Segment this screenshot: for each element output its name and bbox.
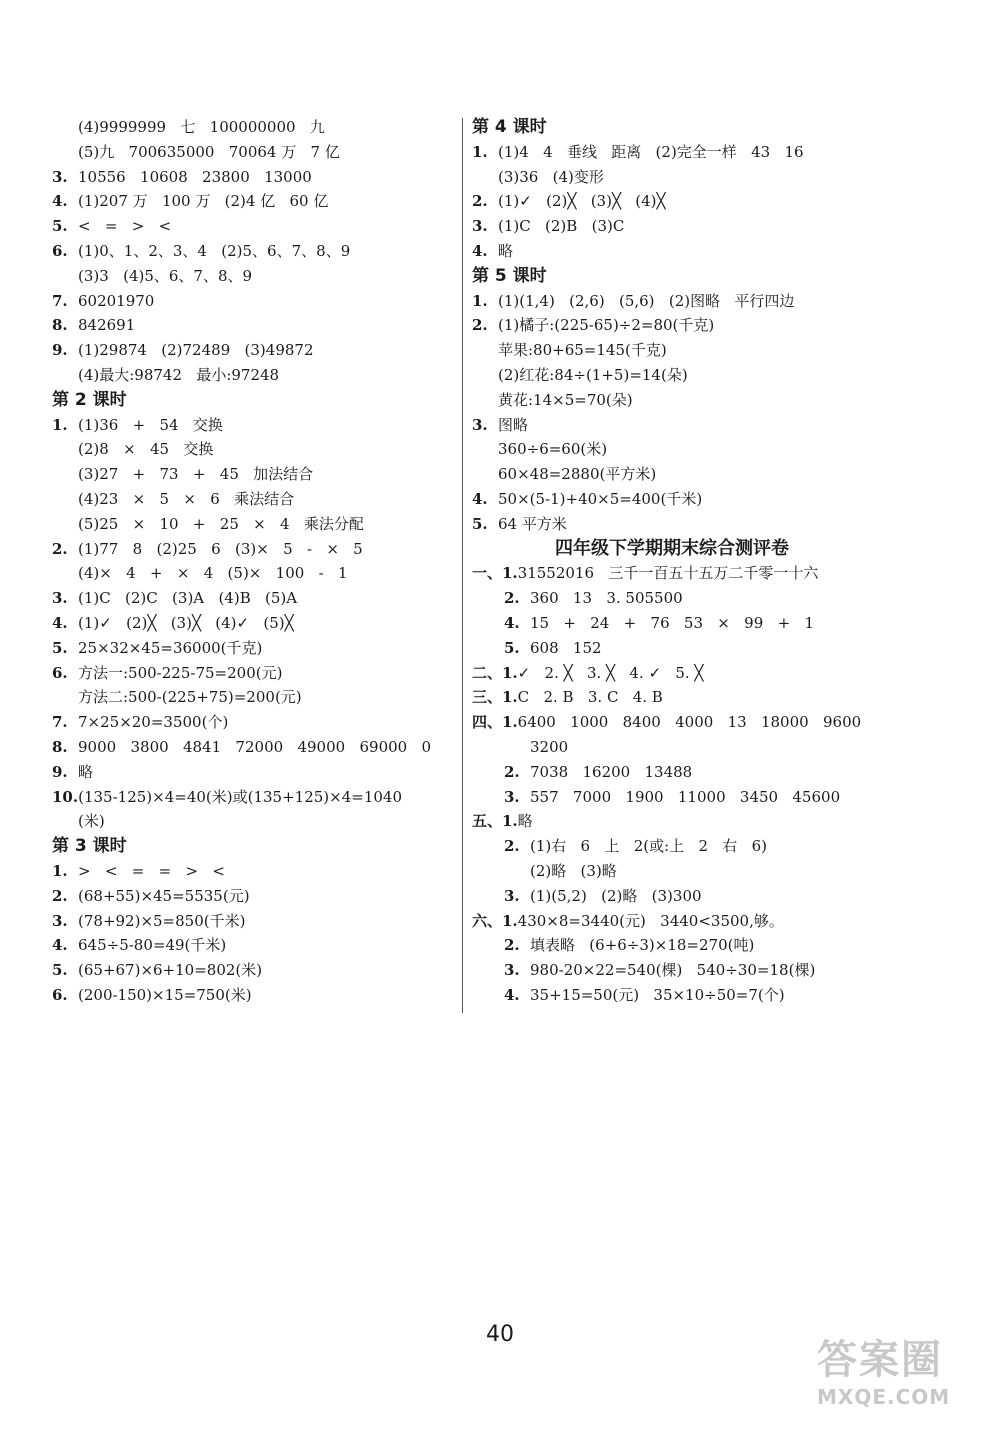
answer-line: [472, 933, 892, 958]
question-number: 9.: [52, 762, 68, 781]
answer-line: [472, 785, 892, 810]
answer-text: 557 7000 1900 11000 3450 45600: [530, 787, 841, 806]
question-number: 1.: [52, 861, 68, 880]
answer-line: [472, 809, 892, 834]
question-number: 3.: [472, 415, 488, 434]
answer-line: [52, 363, 452, 388]
answer-text: (1)(1,4) (2,6) (5,6) (2)图略 平行四边: [498, 291, 795, 310]
answer-line: [472, 289, 892, 314]
answer-line: [472, 884, 892, 909]
question-number: 5.: [52, 638, 68, 657]
question-number: 2.: [472, 316, 488, 335]
answer-text: (4)23 × 5 × 6 乘法结合: [78, 489, 295, 508]
answer-line: [52, 785, 452, 810]
answer-text: 645÷5-80=49(千米): [78, 936, 227, 955]
answer-text: (135-125)×4=40(米)或(135+125)×4=1040: [78, 787, 403, 806]
column-divider: [462, 118, 463, 1013]
question-number: 2.: [52, 886, 68, 905]
answer-text: 360÷6=60(米): [498, 440, 608, 459]
question-number: 4.: [504, 985, 520, 1004]
section-heading: 第 4 课时: [472, 117, 547, 137]
answer-line: [52, 909, 452, 934]
answer-text: (3)27 + 73 + 45 加法结合: [78, 465, 314, 484]
question-number: 五、1.: [472, 812, 518, 831]
answer-line: [472, 512, 892, 537]
page-number: 40: [486, 1322, 514, 1347]
answer-line: [472, 834, 892, 859]
answer-text: 黄花:14×5=70(朵): [498, 390, 633, 409]
answer-text: (1)(5,2) (2)略 (3)300: [530, 886, 702, 905]
answer-text: (1)右 6 上 2(或:上 2 右 6): [530, 837, 768, 856]
section-heading: 第 3 课时: [52, 836, 127, 857]
answer-text: (4)9999999 七 100000000 九: [78, 118, 325, 136]
question-number: 5.: [52, 217, 68, 236]
answer-line: [52, 983, 452, 1008]
question-number: 3.: [52, 589, 68, 608]
answer-text: (1)77 8 (2)25 6 (3)× 5 - × 5: [78, 539, 363, 558]
question-number: 2.: [504, 589, 520, 608]
answer-line: [52, 338, 452, 363]
answer-line: [472, 661, 892, 686]
answer-line: [472, 735, 892, 760]
watermark-logo: [817, 1328, 982, 1423]
question-number: 7.: [52, 291, 68, 310]
answer-line: [52, 884, 452, 909]
answer-line: [472, 760, 892, 785]
answer-text: 苹果:80+65=145(千克): [498, 341, 667, 360]
answer-text: 7×25×20=3500(个): [78, 713, 229, 732]
left-column: [52, 115, 452, 1008]
answer-text: (65+67)×6+10=802(米): [78, 961, 263, 980]
question-number: 4.: [52, 192, 68, 211]
question-number: 7.: [52, 713, 68, 732]
answer-line: [472, 214, 892, 239]
answer-text: 608 152: [530, 638, 602, 657]
answer-text: 15 + 24 + 76 53 × 99 + 1: [530, 613, 814, 632]
answer-line: [472, 437, 892, 462]
section-heading: 第 2 课时: [52, 389, 127, 410]
answer-line: [472, 958, 892, 983]
question-number: 5.: [472, 514, 488, 533]
answer-line: [52, 661, 452, 686]
question-number: 2.: [52, 539, 68, 558]
answer-text: 9000 3800 4841 72000 49000 69000 0: [78, 737, 432, 756]
answer-line: [52, 487, 452, 512]
answer-line: [472, 313, 892, 338]
answer-line: [472, 338, 892, 363]
answer-line: [472, 462, 892, 487]
answer-line: [52, 437, 452, 462]
question-number: 8.: [52, 316, 68, 335]
answer-line: [472, 413, 892, 438]
answer-text: 3200: [530, 737, 569, 756]
answer-line: [52, 933, 452, 958]
answer-text: 980-20×22=540(棵) 540÷30=18(棵): [530, 961, 816, 980]
answer-line: [472, 388, 892, 413]
answer-text: 842691: [78, 316, 136, 335]
question-number: 1.: [52, 415, 68, 434]
answer-text: ✓ 2. ╳ 3. ╳ 4. ✓ 5. ╳: [517, 663, 704, 682]
question-number: 2.: [504, 837, 520, 856]
question-number: 6.: [52, 241, 68, 260]
section-heading: 第 5 课时: [472, 265, 547, 286]
question-number: 3.: [504, 886, 520, 905]
question-number: 1.: [472, 291, 488, 310]
answer-line: [472, 859, 892, 884]
question-number: 4.: [52, 613, 68, 632]
answer-text: (1)0、1、2、3、4 (2)5、6、7、8、9: [78, 241, 351, 260]
question-number: 5.: [52, 961, 68, 980]
answer-line: [52, 809, 452, 834]
question-number: 二、1.: [472, 663, 518, 682]
answer-line: [52, 958, 452, 983]
question-number: 4.: [52, 936, 68, 955]
answer-line: [472, 189, 892, 214]
answer-line: [52, 115, 452, 140]
answer-line: [472, 685, 892, 710]
answer-text: 略: [498, 241, 514, 260]
answer-text: (2)红花:84÷(1+5)=14(朵): [498, 365, 688, 384]
answer-text: 25×32×45=36000(千克): [78, 638, 263, 657]
question-number: 六、1.: [472, 911, 518, 930]
question-number: 1.: [472, 142, 488, 161]
answer-text: (1)207 万 100 万 (2)4 亿 60 亿: [78, 192, 329, 211]
question-number: 3.: [504, 787, 520, 806]
answer-text: (1)36 + 54 交换: [78, 415, 223, 434]
answer-line: [472, 909, 892, 934]
answer-text: 7038 16200 13488: [530, 762, 693, 781]
question-number: 6.: [52, 663, 68, 682]
answer-line: [52, 512, 452, 537]
answer-text: (米): [78, 812, 105, 831]
answer-text: 图略: [498, 415, 529, 434]
watermark-text: 答案圈: [817, 1337, 943, 1383]
question-number: 一、1.: [472, 564, 518, 583]
answer-text: (4)× 4 + × 4 (5)× 100 - 1: [78, 564, 348, 583]
answer-line: [52, 413, 452, 438]
answer-text: (4)最大:98742 最小:97248: [78, 365, 280, 384]
answer-line: [52, 239, 452, 264]
answer-line: [52, 859, 452, 884]
answer-text: (2)8 × 45 交换: [78, 440, 214, 459]
question-number: 9.: [52, 341, 68, 360]
answer-line: [52, 685, 452, 710]
answer-text: 略: [78, 762, 94, 781]
answer-line: [472, 239, 892, 264]
answer-text: 略: [517, 812, 533, 831]
answer-line: [52, 760, 452, 785]
answer-text: 6400 1000 8400 4000 13 18000 9600: [517, 713, 862, 732]
question-number: 2.: [504, 936, 520, 955]
question-number: 4.: [472, 489, 488, 508]
answer-text: (3)36 (4)变形: [498, 167, 604, 186]
question-number: 2.: [504, 762, 520, 781]
right-column: [472, 115, 892, 1008]
answer-line: [52, 735, 452, 760]
watermark-url: MXQE.COM: [817, 1385, 951, 1409]
question-number: 4.: [472, 241, 488, 260]
answer-text: (1)C (2)C (3)A (4)B (5)A: [78, 589, 298, 608]
section-heading: 四年级下学期期末综合测评卷: [555, 537, 789, 559]
question-number: 三、1.: [472, 688, 518, 707]
answer-line: [52, 710, 452, 735]
answer-line: [472, 710, 892, 735]
answer-text: 60×48=2880(平方米): [498, 465, 657, 484]
answer-line: [472, 487, 892, 512]
answer-line: [52, 586, 452, 611]
answer-line: [52, 289, 452, 314]
answer-line: [472, 140, 892, 165]
question-number: 3.: [472, 217, 488, 236]
answer-line: [52, 189, 452, 214]
answer-text: 360 13 3. 505500: [530, 589, 683, 608]
answer-text: (200-150)×15=750(米): [78, 985, 252, 1004]
answer-text: (1)橘子:(225-65)÷2=80(千克): [498, 316, 715, 335]
question-number: 四、1.: [472, 713, 518, 732]
question-number: 3.: [504, 961, 520, 980]
question-number: 4.: [504, 613, 520, 632]
answer-text: (1)✓ (2)╳ (3)╳ (4)✓ (5)╳: [78, 613, 294, 632]
question-number: 10.: [52, 787, 79, 806]
answer-line: [52, 636, 452, 661]
answer-text: 60201970: [78, 291, 155, 310]
answer-text: < = > <: [78, 217, 172, 236]
answer-line: [52, 264, 452, 289]
question-number: 5.: [504, 638, 520, 657]
answer-text: (2)略 (3)略: [530, 861, 617, 880]
answer-text: (1)✓ (2)╳ (3)╳ (4)╳: [498, 192, 666, 211]
answer-text: (78+92)×5=850(千米): [78, 911, 246, 930]
answer-text: (3)3 (4)5、6、7、8、9: [78, 266, 253, 285]
answer-line: [472, 636, 892, 661]
answer-text: (1)29874 (2)72489 (3)49872: [78, 341, 314, 360]
question-number: 3.: [52, 911, 68, 930]
answer-line: [52, 462, 452, 487]
answer-text: 方法二:500-(225+75)=200(元): [78, 688, 302, 707]
answer-text: (1)4 4 垂线 距离 (2)完全一样 43 16: [498, 142, 804, 161]
answer-line: [472, 363, 892, 388]
answer-line: [472, 165, 892, 190]
answer-text: 填表略 (6+6÷3)×18=270(吨): [530, 936, 755, 955]
question-number: 3.: [52, 167, 68, 186]
answer-text: 50×(5-1)+40×5=400(千米): [498, 489, 703, 508]
answer-line: [52, 537, 452, 562]
answer-text: 35+15=50(元) 35×10÷50=7(个): [530, 985, 785, 1004]
answer-text: (68+55)×45=5535(元): [78, 886, 250, 905]
answer-line: [472, 983, 892, 1008]
question-number: 6.: [52, 985, 68, 1004]
answer-text: C 2. B 3. C 4. B: [517, 688, 663, 707]
answer-line: [52, 313, 452, 338]
answer-line: [52, 165, 452, 190]
answer-line: [52, 140, 452, 165]
answer-text: (5)九 700635000 70064 万 7 亿: [78, 142, 340, 161]
answer-line: [52, 611, 452, 636]
answer-line: [52, 214, 452, 239]
answer-text: 10556 10608 23800 13000: [78, 167, 312, 186]
answer-text: (5)25 × 10 + 25 × 4 乘法分配: [78, 514, 364, 533]
answer-line: [472, 561, 892, 586]
answer-text: 430×8=3440(元) 3440<3500,够。: [517, 911, 784, 930]
answer-line: [52, 561, 452, 586]
answer-line: [472, 611, 892, 636]
answer-text: (1)C (2)B (3)C: [498, 217, 625, 236]
answer-line: [472, 586, 892, 611]
answer-text: 64 平方米: [498, 514, 567, 533]
question-number: 8.: [52, 737, 68, 756]
answer-text: 31552016 三千一百五十五万二千零一十六: [517, 564, 819, 583]
answer-text: 方法一:500-225-75=200(元): [78, 663, 283, 682]
question-number: 2.: [472, 192, 488, 211]
answer-text: > < = = > <: [78, 861, 225, 880]
